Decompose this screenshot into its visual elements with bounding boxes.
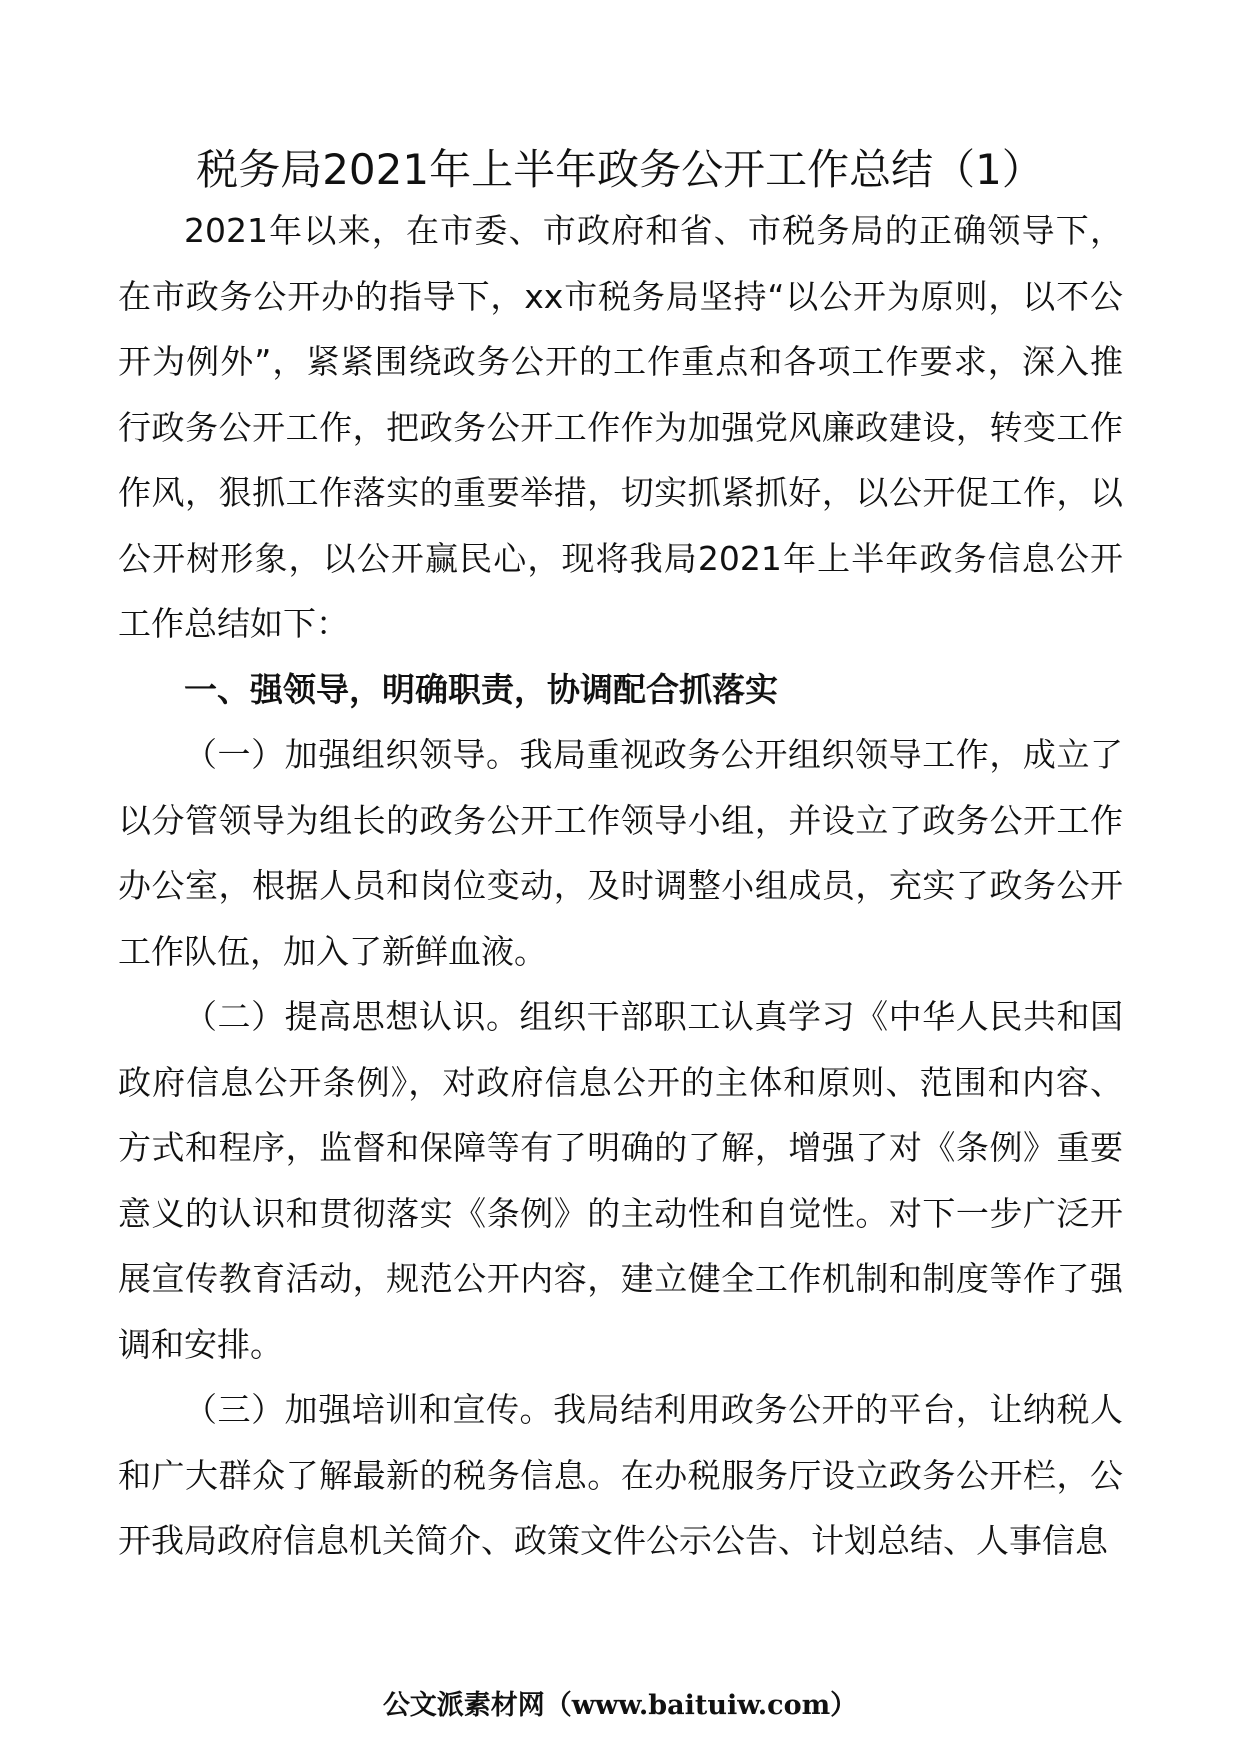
document-body [118, 198, 1123, 1574]
paragraph-training: （三）加强培训和宣传。我局结利用政务公开的平台，让纳税人和广大群众了解最新的税务信息。在办税服务厅设立政务公开栏，公开我局政府信息机关简介、政策文件公示公告、计划总结、人事信息 [118, 1390, 1123, 1560]
section-heading-1: 一、强领导，明确职责，协调配合抓落实 [184, 669, 778, 709]
document-title: 税务局2021年上半年政务公开工作总结（1） [196, 145, 1044, 194]
paragraph-organization: （一）加强组织领导。我局重视政务公开组织领导工作，成立了以分管领导为组长的政务公开工作领导小组，并设立了政务公开工作办公室，根据人员和岗位变动，及时调整小组成员，充实了政务公开工作队伍，加入了新鲜血液。 [118, 735, 1123, 971]
watermark-footer: 公文派素材网（www.baituiw.com） [382, 1690, 858, 1721]
paragraph-intro: 2021年以来，在市委、市政府和省、市税务局的正确领导下，在市政务公开办的指导下，xx市税务局坚持“以公开为原则，以不公开为例外”，紧紧围绕政务公开的工作重点和各项工作要求，深入推行政务公开工作，把政务公开工作作为加强党风廉政建设，转变工作作风，狠抓工作落实的重要举措，切实抓紧抓好，以公开促工作，以公开树形象，以公开赢民心，现将我局2021年上半年政务信息公开工作总结如下： [118, 211, 1123, 643]
paragraph-awareness: （二）提高思想认识。组织干部职工认真学习《中华人民共和国政府信息公开条例》，对政府信息公开的主体和原则、范围和内容、方式和程序，监督和保障等有了明确的了解，增强了对《条例》重要意义的认识和贯彻落实《条例》的主动性和自觉性。对下一步广泛开展宣传教育活动，规范公开内容，建立健全工作机制和制度等作了强调和安排。 [118, 997, 1123, 1364]
